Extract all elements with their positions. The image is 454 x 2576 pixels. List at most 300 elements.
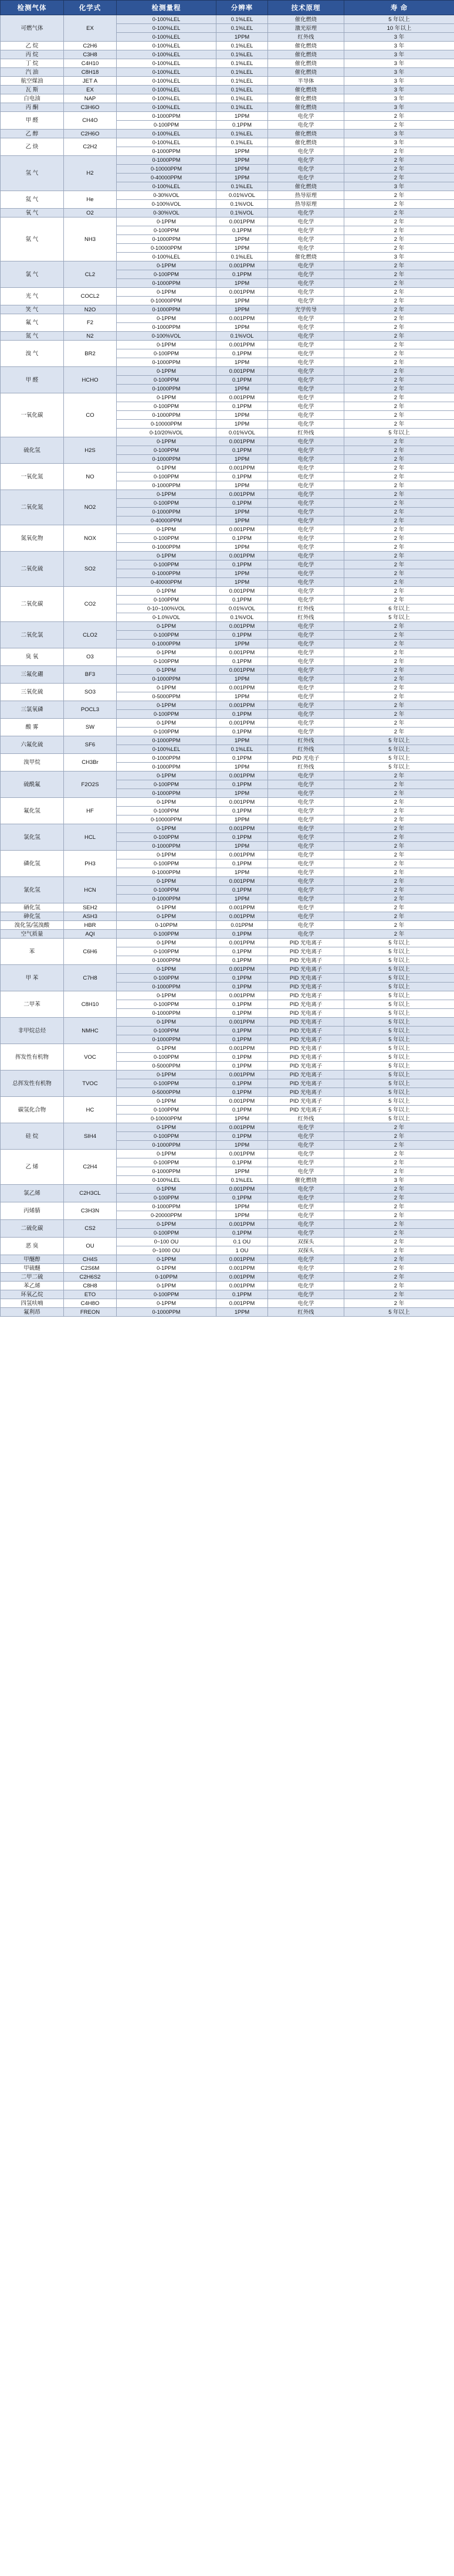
cell-chemical-formula: VOC [64,1044,117,1070]
cell-technology: 红外线 [268,1308,344,1317]
cell-resolution: 0.1 OU [216,1238,268,1246]
cell-technology: 电化学 [268,244,344,253]
cell-gas-name: 苯乙烯 [1,1282,64,1290]
cell-lifetime: 2 年 [344,481,454,490]
cell-technology: 电化学 [268,288,344,297]
cell-resolution: 1PPM [216,174,268,182]
cell-gas-name: 溴甲烷 [1,754,64,772]
cell-chemical-formula: C8H10 [64,991,117,1018]
table-row [1,772,454,780]
cell-technology: 电化学 [268,508,344,516]
table-row [1,68,454,77]
cell-technology: 电化学 [268,552,344,560]
cell-technology: 电化学 [268,297,344,305]
cell-technology: 电化学 [268,596,344,604]
column-header-range: 检测量程 [117,1,216,15]
cell-detection-range: 0-100%LEL [117,253,216,261]
cell-detection-range: 0-1PPM [117,552,216,560]
cell-gas-name: 二氧化碳 [1,587,64,622]
cell-resolution: 1PPM [216,147,268,156]
cell-chemical-formula: HCN [64,877,117,903]
cell-technology: PID 光电子 [268,754,344,763]
cell-detection-range: 0-100PPM [117,402,216,411]
cell-technology: 电化学 [268,270,344,279]
cell-technology: 电化学 [268,1264,344,1273]
cell-lifetime: 5 年以上 [344,736,454,745]
cell-lifetime: 2 年 [344,1167,454,1176]
cell-resolution: 0.001PPM [216,1255,268,1264]
cell-technology: 电化学 [268,464,344,473]
cell-gas-name: 丁 烷 [1,59,64,68]
cell-resolution: 0.001PPM [216,464,268,473]
cell-lifetime: 2 年 [344,209,454,218]
cell-detection-range: 0-1PPM [117,965,216,974]
cell-detection-range: 0-1PPM [117,684,216,692]
cell-technology: 催化燃烧 [268,182,344,191]
cell-lifetime: 3 年 [344,253,454,261]
cell-gas-name: 甲 醛 [1,367,64,393]
cell-chemical-formula: SF6 [64,736,117,754]
cell-resolution: 1PPM [216,165,268,174]
cell-gas-name: 砷化氢 [1,912,64,921]
table-row [1,798,454,807]
cell-technology: 电化学 [268,1282,344,1290]
cell-gas-name: 硫化氢 [1,437,64,464]
cell-chemical-formula: JET A [64,77,117,86]
cell-chemical-formula: PH3 [64,851,117,877]
cell-detection-range: 0-100%VOL [117,332,216,341]
cell-lifetime: 2 年 [344,1185,454,1194]
cell-detection-range: 0-100%LEL [117,24,216,33]
cell-detection-range: 0-1PPM [117,1255,216,1264]
cell-detection-range: 0-1PPM [117,1070,216,1079]
cell-technology: 电化学 [268,156,344,165]
cell-resolution: 0.1PPM [216,710,268,719]
cell-lifetime: 2 年 [344,596,454,604]
cell-lifetime: 3 年 [344,77,454,86]
cell-detection-range: 0-1PPM [117,525,216,534]
cell-chemical-formula: C2H6S2 [64,1273,117,1282]
cell-lifetime: 2 年 [344,543,454,552]
cell-chemical-formula: OU [64,1238,117,1255]
cell-resolution: 0.1%LEL [216,130,268,138]
table-row [1,191,454,200]
cell-gas-name: 二氧化硫 [1,552,64,587]
cell-lifetime: 2 年 [344,578,454,587]
cell-lifetime: 2 年 [344,200,454,209]
cell-detection-range: 0-100PPM [117,1106,216,1114]
cell-lifetime: 2 年 [344,842,454,851]
cell-technology: 热导原理 [268,191,344,200]
cell-technology: 电化学 [268,1132,344,1141]
cell-lifetime: 2 年 [344,490,454,499]
cell-detection-range: 0-1000PPM [117,385,216,393]
cell-lifetime: 2 年 [344,376,454,385]
cell-technology: 电化学 [268,1290,344,1299]
cell-lifetime: 2 年 [344,349,454,358]
cell-lifetime: 2 年 [344,798,454,807]
cell-technology: 电化学 [268,358,344,367]
cell-lifetime: 2 年 [344,912,454,921]
cell-resolution: 1PPM [216,736,268,745]
cell-resolution: 0.1PPM [216,376,268,385]
cell-detection-range: 0-30%VOL [117,191,216,200]
cell-technology: 电化学 [268,692,344,701]
cell-technology: 电化学 [268,824,344,833]
cell-technology: 电化学 [268,490,344,499]
cell-lifetime: 2 年 [344,859,454,868]
cell-lifetime: 2 年 [344,1246,454,1255]
cell-detection-range: 0-100%VOL [117,200,216,209]
cell-gas-name: 笑 气 [1,305,64,314]
cell-lifetime: 2 年 [344,552,454,560]
cell-detection-range: 0-1000PPM [117,1141,216,1150]
cell-chemical-formula: SO3 [64,684,117,701]
cell-technology: 红外线 [268,613,344,622]
cell-lifetime: 3 年 [344,50,454,59]
cell-detection-range: 0-1PPM [117,798,216,807]
table-row [1,1264,454,1273]
cell-resolution: 1PPM [216,235,268,244]
cell-detection-range: 0-1000PPM [117,1009,216,1018]
cell-lifetime: 3 年 [344,42,454,50]
cell-resolution: 1PPM [216,842,268,851]
cell-gas-name: 氢 气 [1,156,64,191]
cell-detection-range: 0-1000PPM [117,640,216,648]
cell-detection-range: 0-10/20%VOL [117,429,216,437]
table-row [1,50,454,59]
cell-technology: PID 光电离子 [268,965,344,974]
cell-gas-name: 酸 雾 [1,719,64,736]
table-row [1,525,454,534]
cell-technology: 电化学 [268,174,344,182]
cell-lifetime: 2 年 [344,420,454,429]
cell-resolution: 0.1%LEL [216,745,268,754]
cell-resolution: 0.1%LEL [216,50,268,59]
cell-lifetime: 2 年 [344,868,454,877]
cell-resolution: 1PPM [216,1141,268,1150]
cell-lifetime: 2 年 [344,930,454,939]
cell-technology: 电化学 [268,675,344,684]
cell-resolution: 0.1PPM [216,1158,268,1167]
cell-chemical-formula: CL2 [64,261,117,288]
table-row [1,341,454,349]
cell-resolution: 0.001PPM [216,1044,268,1053]
cell-resolution: 0.1PPM [216,1290,268,1299]
table-row [1,552,454,560]
cell-technology: PID 光电离子 [268,1088,344,1097]
cell-technology: 光学传导 [268,305,344,314]
cell-technology: 红外线 [268,736,344,745]
cell-lifetime: 2 年 [344,244,454,253]
table-row [1,1308,454,1317]
cell-lifetime: 2 年 [344,358,454,367]
cell-chemical-formula: N2 [64,332,117,341]
cell-detection-range: 0-100%LEL [117,138,216,147]
cell-lifetime: 5 年以上 [344,991,454,1000]
cell-lifetime: 5 年以上 [344,983,454,991]
cell-lifetime: 3 年 [344,130,454,138]
cell-technology: 电化学 [268,525,344,534]
cell-lifetime: 2 年 [344,1123,454,1132]
cell-detection-range: 0-1000PPM [117,411,216,420]
cell-technology: PID 光电离子 [268,1097,344,1106]
cell-technology: 激光原理 [268,24,344,33]
cell-detection-range: 0-100PPM [117,473,216,481]
cell-resolution: 0.01%VOL [216,429,268,437]
cell-chemical-formula: HC [64,1097,117,1123]
cell-resolution: 0.001PPM [216,587,268,596]
cell-lifetime: 2 年 [344,684,454,692]
cell-lifetime: 2 年 [344,1229,454,1238]
cell-detection-range: 0-10000PPM [117,297,216,305]
cell-detection-range: 0-40000PPM [117,516,216,525]
cell-technology: 电化学 [268,420,344,429]
table-row [1,824,454,833]
cell-gas-name: 挥发性有机物 [1,1044,64,1070]
cell-lifetime: 2 年 [344,1141,454,1150]
cell-lifetime: 5 年以上 [344,429,454,437]
cell-lifetime: 2 年 [344,701,454,710]
cell-lifetime: 5 年以上 [344,956,454,965]
cell-gas-name: 白电油 [1,94,64,103]
cell-chemical-formula: EX [64,86,117,94]
cell-chemical-formula: NOX [64,525,117,552]
table-row [1,332,454,341]
cell-lifetime: 2 年 [344,1194,454,1202]
cell-detection-range: 0-100PPM [117,1158,216,1167]
cell-detection-range: 0-1000PPM [117,1202,216,1211]
cell-detection-range: 0-1000PPM [117,569,216,578]
cell-resolution: 0.001PPM [216,261,268,270]
cell-technology: 电化学 [268,516,344,525]
cell-technology: 半导体 [268,77,344,86]
table-row [1,1185,454,1194]
cell-detection-range: 0-100PPM [117,1132,216,1141]
cell-detection-range: 0-100PPM [117,446,216,455]
cell-chemical-formula: HCHO [64,367,117,393]
cell-lifetime: 5 年以上 [344,1308,454,1317]
cell-gas-name: 丙烯腈 [1,1202,64,1220]
cell-detection-range: 0-1PPM [117,772,216,780]
cell-technology: 电化学 [268,1299,344,1308]
cell-technology: PID 光电离子 [268,1106,344,1114]
cell-resolution: 0.001PPM [216,903,268,912]
cell-detection-range: 0-1000PPM [117,481,216,490]
cell-lifetime: 5 年以上 [344,1027,454,1035]
cell-detection-range: 0-1PPM [117,1282,216,1290]
cell-lifetime: 2 年 [344,622,454,631]
cell-technology: 电化学 [268,209,344,218]
cell-lifetime: 2 年 [344,710,454,719]
cell-detection-range: 0-1000PPM [117,842,216,851]
cell-resolution: 0.1%LEL [216,77,268,86]
cell-gas-name: 瓦 斯 [1,86,64,94]
cell-detection-range: 0-10000PPM [117,815,216,824]
cell-chemical-formula: C2H6O [64,130,117,138]
cell-technology: 电化学 [268,631,344,640]
cell-resolution: 0.1%VOL [216,613,268,622]
cell-chemical-formula: O2 [64,209,117,218]
cell-lifetime: 2 年 [344,833,454,842]
cell-resolution: 1PPM [216,763,268,772]
cell-lifetime: 2 年 [344,525,454,534]
cell-resolution: 0.001PPM [216,939,268,947]
cell-detection-range: 0-1PPM [117,587,216,596]
cell-lifetime: 2 年 [344,402,454,411]
cell-gas-name: 一氧化氮 [1,464,64,490]
cell-lifetime: 2 年 [344,341,454,349]
cell-detection-range: 0-10000PPM [117,244,216,253]
cell-technology: 电化学 [268,912,344,921]
cell-technology: 电化学 [268,921,344,930]
cell-lifetime: 2 年 [344,1238,454,1246]
cell-lifetime: 2 年 [344,1220,454,1229]
cell-resolution: 0.1PPM [216,859,268,868]
cell-technology: PID 光电离子 [268,1053,344,1062]
cell-lifetime: 2 年 [344,165,454,174]
cell-detection-range: 0-100PPM [117,886,216,895]
cell-detection-range: 0-1PPM [117,1220,216,1229]
cell-resolution: 0.1PPM [216,596,268,604]
cell-resolution: 1PPM [216,1211,268,1220]
cell-technology: 电化学 [268,560,344,569]
cell-gas-name: 乙 烷 [1,42,64,50]
cell-chemical-formula: C4H10 [64,59,117,68]
cell-technology: 电化学 [268,569,344,578]
table-row [1,1150,454,1158]
cell-resolution: 1PPM [216,385,268,393]
cell-resolution: 0.1%LEL [216,103,268,112]
table-row [1,103,454,112]
cell-technology: 电化学 [268,780,344,789]
cell-gas-name: 可燃气体 [1,15,64,42]
cell-lifetime: 2 年 [344,367,454,376]
cell-technology: 电化学 [268,886,344,895]
cell-detection-range: 0-100%LEL [117,33,216,42]
cell-technology: 双探头 [268,1246,344,1255]
cell-chemical-formula: CH4S [64,1255,117,1264]
cell-technology: 红外线 [268,1114,344,1123]
cell-detection-range: 0-1PPM [117,1264,216,1273]
cell-resolution: 0.1PPM [216,499,268,508]
cell-technology: 催化燃烧 [268,94,344,103]
cell-technology: 电化学 [268,719,344,728]
cell-technology: 电化学 [268,657,344,666]
cell-lifetime: 10 年以上 [344,24,454,33]
cell-lifetime: 2 年 [344,1282,454,1290]
cell-chemical-formula: C4H8O [64,1299,117,1308]
cell-resolution: 0.1PPM [216,402,268,411]
table-row [1,112,454,121]
cell-detection-range: 0-10~100%VOL [117,604,216,613]
cell-technology: 电化学 [268,622,344,631]
cell-lifetime: 2 年 [344,411,454,420]
cell-detection-range: 0-1PPM [117,1044,216,1053]
cell-resolution: 0.01%VOL [216,604,268,613]
cell-gas-name: 氟 气 [1,314,64,332]
cell-gas-name: 环氧乙烷 [1,1290,64,1299]
cell-resolution: 0.1PPM [216,1106,268,1114]
cell-technology: 电化学 [268,1167,344,1176]
cell-chemical-formula: NO2 [64,490,117,525]
cell-lifetime: 5 年以上 [344,1009,454,1018]
cell-detection-range: 0-5000PPM [117,692,216,701]
cell-chemical-formula: HBR [64,921,117,930]
cell-gas-name: 航空煤油 [1,77,64,86]
cell-resolution: 0.1PPM [216,728,268,736]
cell-detection-range: 0-1PPM [117,490,216,499]
cell-technology: 电化学 [268,798,344,807]
cell-lifetime: 2 年 [344,675,454,684]
cell-resolution: 1PPM [216,420,268,429]
cell-gas-name: 空气质量 [1,930,64,939]
cell-chemical-formula: C3H3N [64,1202,117,1220]
table-row [1,684,454,692]
cell-resolution: 0.001PPM [216,1299,268,1308]
cell-technology: 催化燃烧 [268,15,344,24]
cell-gas-name: 二甲苯 [1,991,64,1018]
table-row [1,1290,454,1299]
cell-detection-range: 0-10000PPM [117,1114,216,1123]
cell-detection-range: 0-100PPM [117,121,216,130]
cell-detection-range: 0-40000PPM [117,174,216,182]
cell-lifetime: 2 年 [344,174,454,182]
cell-lifetime: 2 年 [344,807,454,815]
cell-detection-range: 0-100PPM [117,657,216,666]
cell-lifetime: 2 年 [344,1211,454,1220]
cell-resolution: 0.1PPM [216,1062,268,1070]
cell-resolution: 0.001PPM [216,684,268,692]
cell-technology: PID 光电离子 [268,1009,344,1018]
cell-resolution: 0.01PPM [216,921,268,930]
cell-chemical-formula: SO2 [64,552,117,587]
cell-lifetime: 2 年 [344,147,454,156]
cell-lifetime: 2 年 [344,631,454,640]
cell-lifetime: 2 年 [344,297,454,305]
cell-gas-name: 氦 气 [1,191,64,209]
cell-technology: 电化学 [268,341,344,349]
cell-gas-name: 磷化氢 [1,851,64,877]
cell-technology: 电化学 [268,815,344,824]
table-row [1,1097,454,1106]
cell-detection-range: 0-100%LEL [117,94,216,103]
cell-lifetime: 2 年 [344,305,454,314]
cell-lifetime: 3 年 [344,138,454,147]
cell-detection-range: 0-100PPM [117,1027,216,1035]
cell-detection-range: 0-100%LEL [117,77,216,86]
cell-technology: PID 光电离子 [268,939,344,947]
cell-technology: 电化学 [268,1273,344,1282]
cell-detection-range: 0-1PPM [117,367,216,376]
cell-resolution: 1PPM [216,411,268,420]
cell-gas-name: 乙 炔 [1,138,64,156]
cell-lifetime: 5 年以上 [344,1097,454,1106]
cell-resolution: 0.001PPM [216,912,268,921]
cell-resolution: 1PPM [216,569,268,578]
cell-resolution: 0.1PPM [216,974,268,983]
cell-detection-range: 0-100%LEL [117,103,216,112]
table-row [1,1070,454,1079]
cell-chemical-formula: C6H6 [64,939,117,965]
cell-resolution: 0.001PPM [216,525,268,534]
cell-detection-range: 0-1000PPM [117,675,216,684]
cell-gas-name: 氰化氢 [1,877,64,903]
cell-resolution: 0.001PPM [216,851,268,859]
cell-lifetime: 5 年以上 [344,754,454,763]
cell-technology: 催化燃烧 [268,68,344,77]
cell-resolution: 1PPM [216,244,268,253]
